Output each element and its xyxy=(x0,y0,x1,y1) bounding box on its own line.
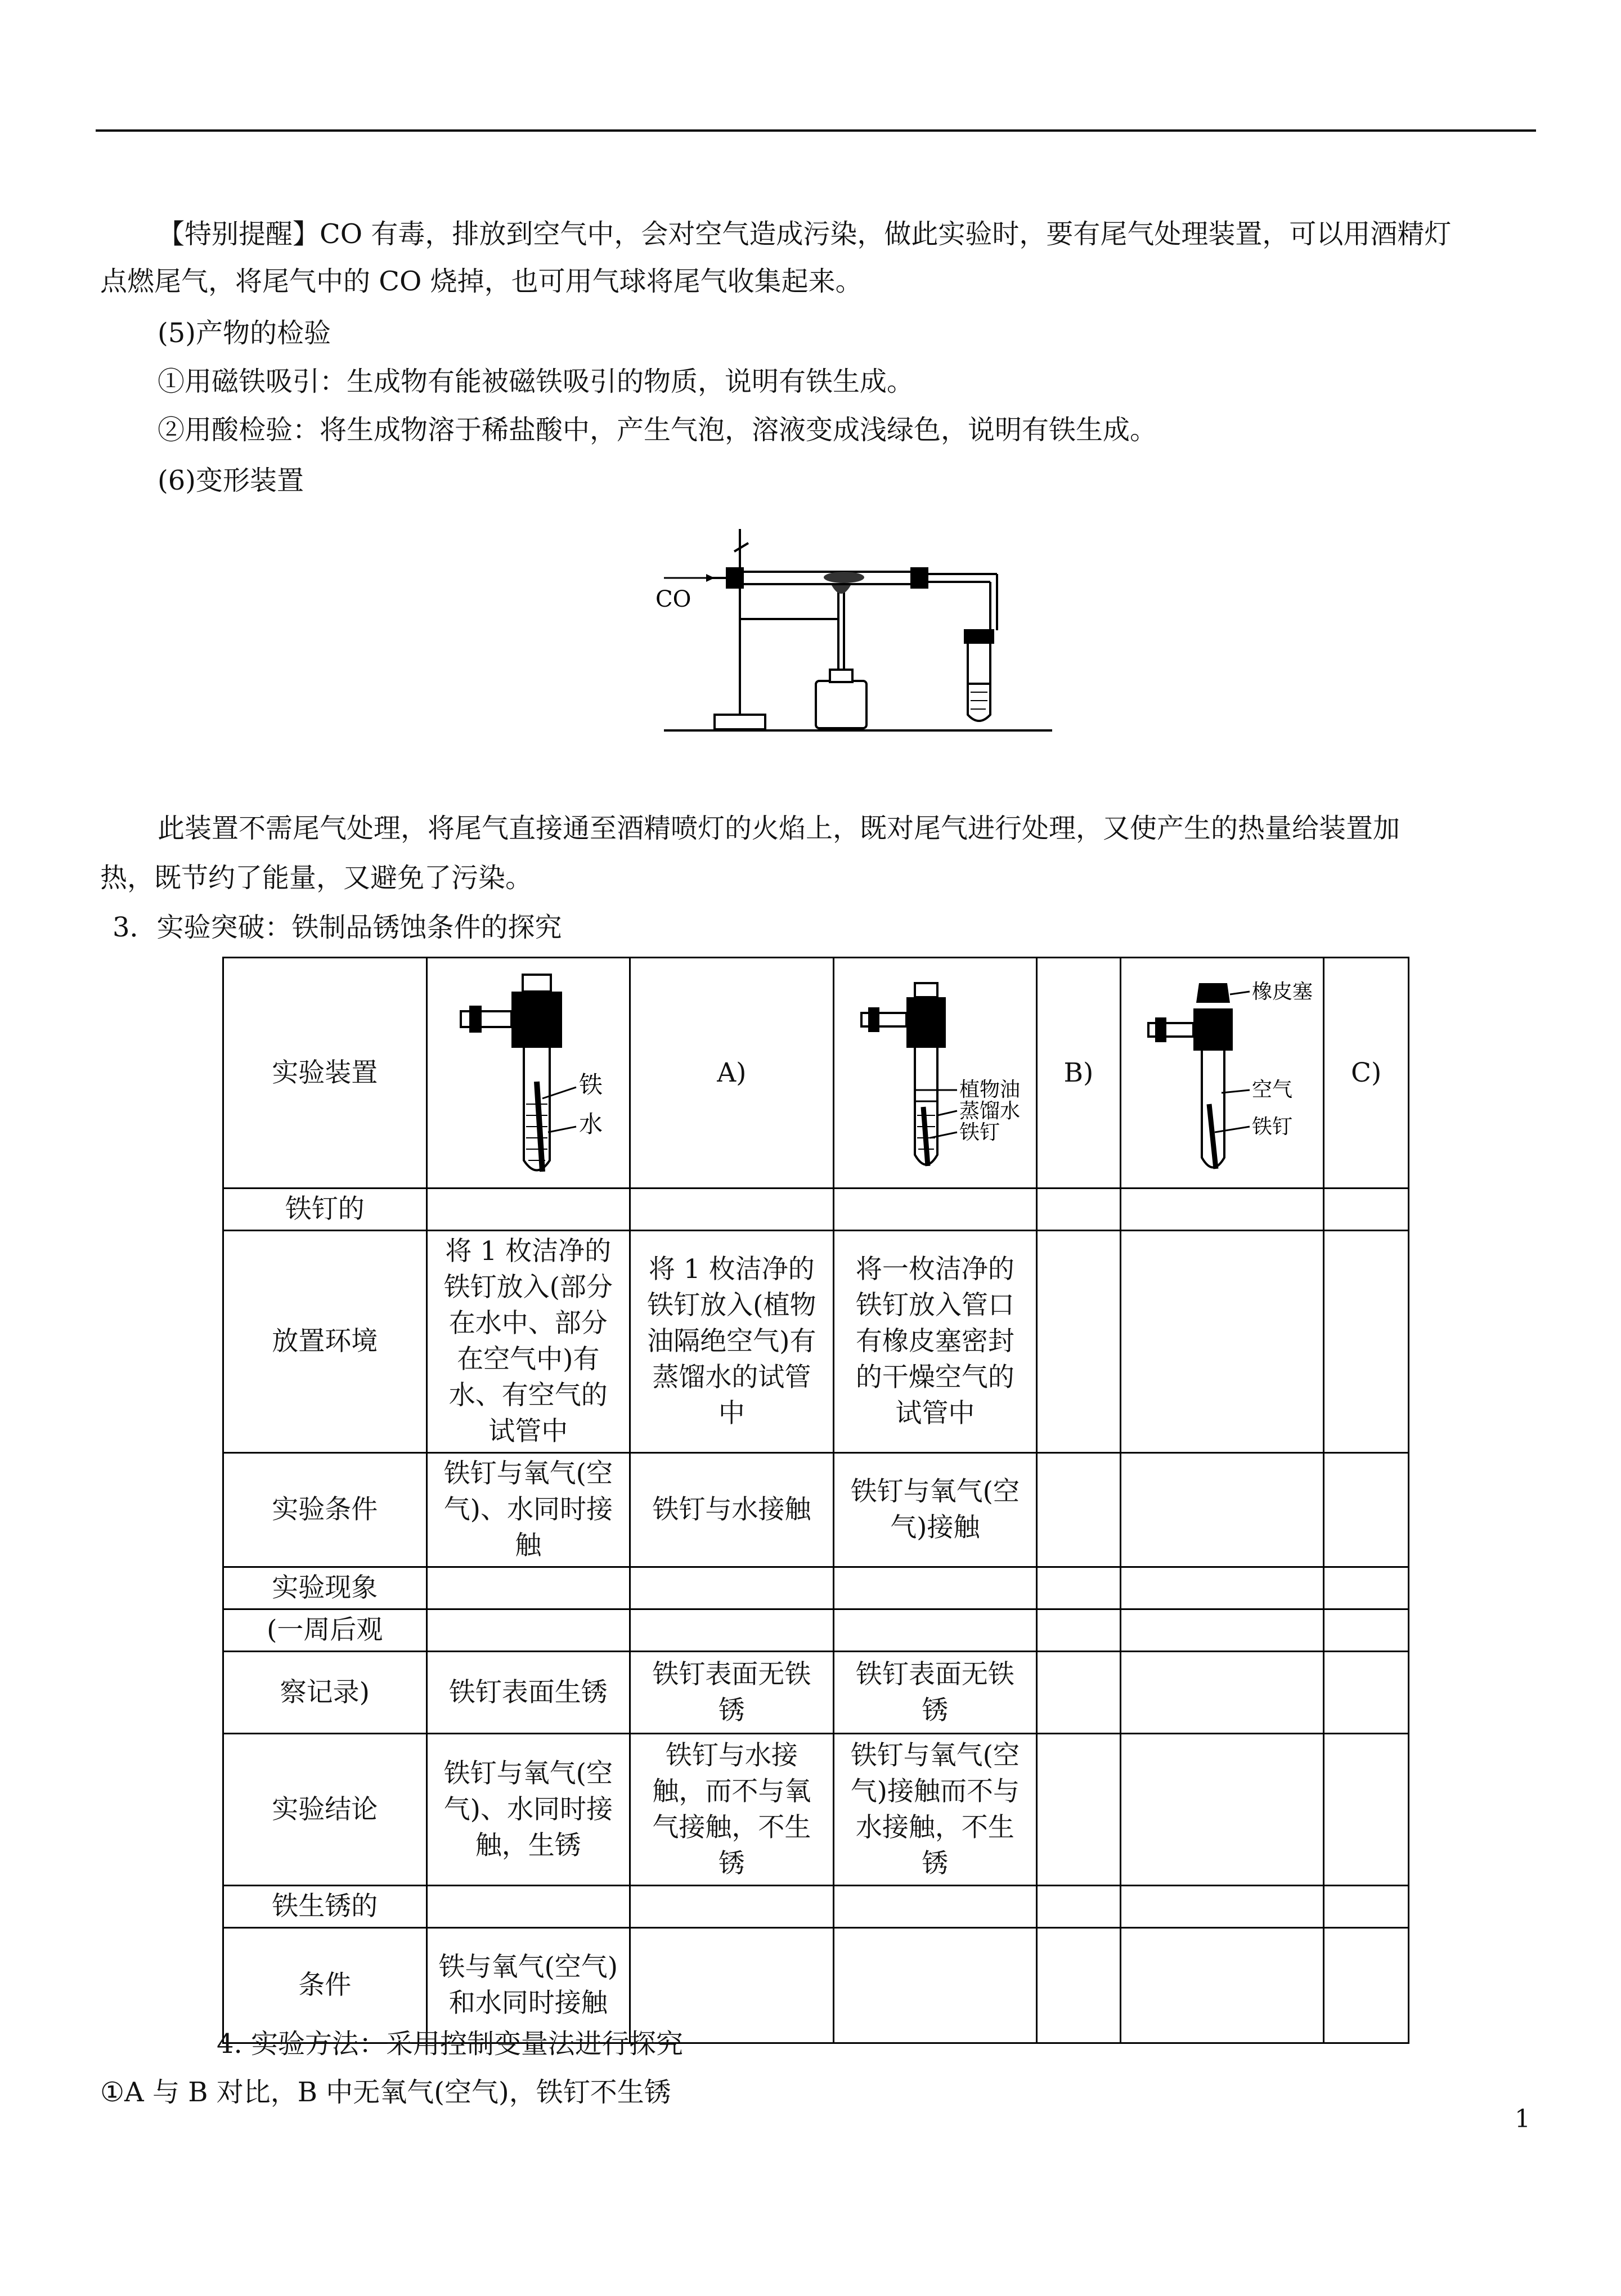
row-label-phenomenon-3: 察记录) xyxy=(223,1652,427,1734)
tube-c-caption: C) xyxy=(1324,958,1409,1189)
table-row xyxy=(223,1734,1409,1886)
row-label-environment: 放置环境 xyxy=(223,1231,427,1453)
env-c: 将一枚洁净的铁钉放入管口有橡皮塞密封的干燥空气的试管中 xyxy=(833,1231,1037,1453)
rust-a: 铁与氧气(空气)和水同时接触 xyxy=(426,1928,630,2043)
section-4-title: 4. 实验方法：采用控制变量法进行探究 xyxy=(217,2028,684,2060)
table-row xyxy=(223,1652,1409,1734)
concl-c: 铁钉与氧气(空气)接触而不与水接触，不生锈 xyxy=(833,1734,1037,1886)
nail-label: 铁钉 xyxy=(1251,1115,1292,1138)
env-b: 将 1 枚洁净的铁钉放入(植物油隔绝空气)有蒸馏水的试管中 xyxy=(630,1231,834,1453)
page-number: 1 xyxy=(1515,2105,1530,2133)
row-label-phenomenon-1: 实验现象 xyxy=(223,1567,427,1609)
table-row xyxy=(223,1231,1409,1453)
env-a: 将 1 枚洁净的铁钉放入(部分在水中、部分在空气中)有水、有空气的试管中 xyxy=(426,1231,630,1453)
oil-label: 植物油 xyxy=(959,1078,1020,1101)
table-row xyxy=(223,1886,1409,1928)
concl-b: 铁钉与水接触，而不与氧气接触，不生锈 xyxy=(630,1734,834,1886)
rust-experiment-table xyxy=(222,957,1409,2044)
tube-b-figure xyxy=(833,958,1037,1189)
co-apparatus-figure xyxy=(653,518,1058,743)
phen-a: 铁钉表面生锈 xyxy=(426,1652,630,1734)
section-5-title: (5)产物的检验 xyxy=(158,317,331,349)
distilled-water-label: 蒸馏水 xyxy=(959,1099,1020,1123)
row-label-condition: 实验条件 xyxy=(223,1453,427,1567)
section-4-item-1: ①A 与 B 对比，B 中无氧气(空气)，铁钉不生锈 xyxy=(100,2077,671,2108)
tube-a-caption: A) xyxy=(630,958,834,1189)
device-line-2: 热，既节约了能量，又避免了污染。 xyxy=(100,862,533,894)
water-label: 水 xyxy=(578,1110,603,1138)
tube-c-figure xyxy=(1120,958,1324,1189)
reminder-line-1: 【特别提醒】CO 有毒，排放到空气中，会对空气造成污染，做此实验时，要有尾气处理装置，可以用酒精灯 xyxy=(158,218,1452,250)
row-label-rust-1: 铁生锈的 xyxy=(223,1886,427,1928)
air-label: 空气 xyxy=(1251,1078,1292,1101)
tube-a-figure xyxy=(426,958,630,1189)
section-5-item-2: ②用酸检验：将生成物溶于稀盐酸中，产生气泡，溶液变成浅绿色，说明有铁生成。 xyxy=(158,414,1157,446)
row-label-conclusion: 实验结论 xyxy=(223,1734,427,1886)
concl-a: 铁钉与氧气(空气)、水同时接触，生锈 xyxy=(426,1734,630,1886)
cond-a: 铁钉与氧气(空气)、水同时接触 xyxy=(426,1453,630,1567)
tube-b-caption: B) xyxy=(1037,958,1121,1189)
cond-b: 铁钉与水接触 xyxy=(630,1453,834,1567)
cond-c: 铁钉与氧气(空气)接触 xyxy=(833,1453,1037,1567)
iron-label: 铁 xyxy=(578,1070,603,1098)
row-label-phenomenon-2: (一周后观 xyxy=(223,1609,427,1652)
row-label-nail: 铁钉的 xyxy=(223,1189,427,1231)
co-label: CO xyxy=(655,586,691,612)
table-row xyxy=(223,1609,1409,1652)
table-row xyxy=(223,1567,1409,1609)
table-row xyxy=(223,958,1409,1189)
table-row xyxy=(223,1189,1409,1231)
row-label-rust-2: 条件 xyxy=(223,1928,427,2043)
header-rule xyxy=(96,129,1536,132)
device-line-1: 此装置不需尾气处理，将尾气直接通至酒精喷灯的火焰上，既对尾气进行处理，又使产生的热量给装置加 xyxy=(158,813,1400,844)
stopper-label: 橡皮塞 xyxy=(1251,980,1313,1003)
table-row xyxy=(223,1453,1409,1567)
section-5-item-1: ①用磁铁吸引：生成物有能被磁铁吸引的物质，说明有铁生成。 xyxy=(158,366,914,397)
nail-label: 铁钉 xyxy=(959,1120,1000,1144)
phen-c: 铁钉表面无铁锈 xyxy=(833,1652,1037,1734)
row-label-device: 实验装置 xyxy=(223,958,427,1189)
section-3-title: 3．实验突破：铁制品锈蚀条件的探究 xyxy=(113,912,562,943)
reminder-line-2: 点燃尾气，将尾气中的 CO 烧掉，也可用气球将尾气收集起来。 xyxy=(100,266,863,297)
section-6-title: (6)变形装置 xyxy=(158,465,304,496)
phen-b: 铁钉表面无铁锈 xyxy=(630,1652,834,1734)
